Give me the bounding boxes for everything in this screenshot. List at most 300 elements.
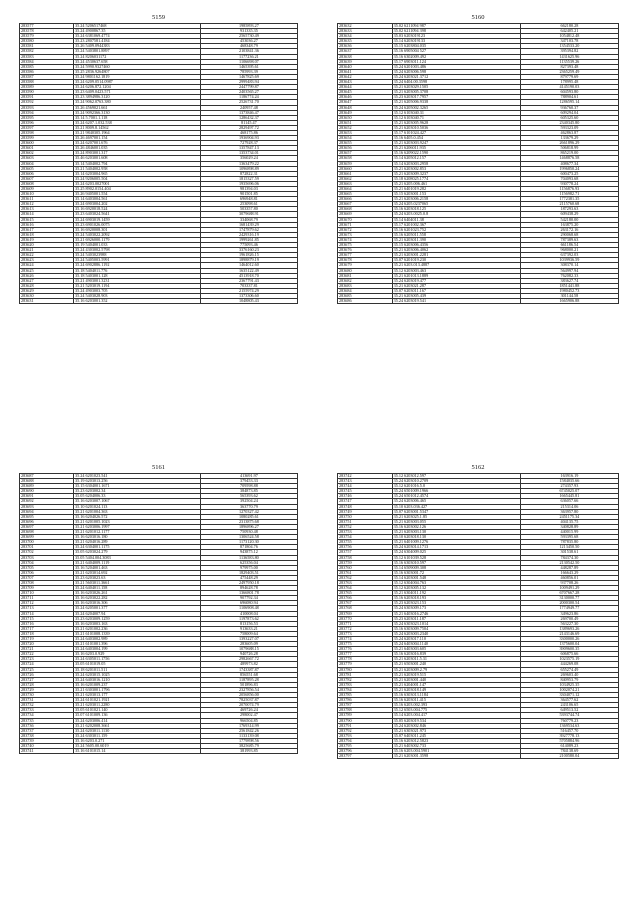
coordinate-cell: 35.21 6203011.5.31 xyxy=(392,657,520,662)
coordinate-cell: 35.23 6403024.5641 xyxy=(74,212,201,217)
value-cell: 1096898.89 xyxy=(200,166,297,171)
coordinate-cell: 35.21 6206011.935 xyxy=(392,146,520,151)
row-id-cell: 283697 xyxy=(20,524,74,529)
value-cell: 4145190.03 xyxy=(520,85,618,90)
row-id-cell: 283610 xyxy=(20,192,74,197)
row-id-cell: 283744 xyxy=(338,484,393,489)
value-cell: 2130542.50 xyxy=(520,560,618,565)
coordinate-cell: 35.24 6207.1.032.538 xyxy=(74,120,201,125)
row-id-cell: 283609 xyxy=(20,187,74,192)
row-id-cell: 283745 xyxy=(338,489,393,494)
row-id-cell: 283604 xyxy=(20,161,74,166)
coordinate-cell: 35.21 5404002.958 xyxy=(74,166,201,171)
row-id-cell: 283753 xyxy=(338,530,393,535)
row-id-cell: 283712 xyxy=(20,601,74,606)
value-cell: 516457.70 xyxy=(520,728,618,733)
coordinate-cell: 35.24 4303002.5798 xyxy=(74,248,201,253)
row-id-cell: 283783 xyxy=(338,682,393,687)
value-cell: 1197873.62 xyxy=(200,616,297,621)
coordinate-cell: 35.16 6203002.126 xyxy=(392,524,520,529)
row-id-cell: 283691 xyxy=(20,494,74,499)
coordinate-cell: 35.21 6926000.1179 xyxy=(74,237,201,242)
coordinate-cell: 35.24 6203019.541 xyxy=(392,299,520,304)
coordinate-cell: 35.21 9840305.1964 xyxy=(74,130,201,135)
value-cell: 3825685.79 xyxy=(200,743,297,748)
row-id-cell: 283663 xyxy=(338,181,393,186)
coordinate-cell: 35.21 6203009.3237 xyxy=(392,171,520,176)
row-id-cell: 283676 xyxy=(338,248,393,253)
value-cell: 1156982.71 xyxy=(520,192,618,197)
coordinate-cell: 35.21 6203003.055 xyxy=(392,519,520,524)
coordinate-cell: 35.21 6204016.289 xyxy=(74,540,201,545)
value-cell: 1389693.26 xyxy=(520,626,618,631)
row-id-cell: 283683 xyxy=(338,283,393,288)
value-cell: 381993.85 xyxy=(200,749,297,754)
row-id-cell: 283791 xyxy=(338,723,393,728)
coordinate-cell: 35.24 6404.00.3598 xyxy=(392,80,520,85)
coordinate-cell: 35.16 6209022.1590 xyxy=(392,151,520,156)
page-number: 5160 xyxy=(471,14,485,21)
coordinate-cell: 35.26 5409.0944383 xyxy=(74,44,201,49)
value-cell: 2447799.87 xyxy=(200,85,297,90)
coordinate-cell: 35.23 6203017.7957 xyxy=(392,95,520,100)
coordinate-cell: 35.16 6203.0.929 xyxy=(74,652,201,657)
row-id-cell: 283579 xyxy=(20,34,74,39)
coordinate-cell: 35.24 6403004.1140 xyxy=(392,642,520,647)
coordinate-cell: 35.24 6203014.1713 xyxy=(392,545,520,550)
value-cell: 1023575.19 xyxy=(520,657,618,662)
coordinate-cell: 35.46 6203001.608 xyxy=(74,156,201,161)
coordinate-cell: 35.02 6211094 398 xyxy=(392,29,520,34)
value-cell: 308370.14 xyxy=(520,263,618,268)
row-id-cell: 283761 xyxy=(338,570,393,575)
coordinate-cell: 35.16 6101015.14 xyxy=(74,749,201,754)
row-id-cell: 283655 xyxy=(338,141,393,146)
row-id-cell: 283709 xyxy=(20,586,74,591)
value-cell: 2429316.19 xyxy=(200,232,297,237)
coordinate-cell: 35.15 6203001.153 xyxy=(392,192,520,197)
row-id-cell: 283629 xyxy=(20,288,74,293)
row-id-cell: 283699 xyxy=(20,535,74,540)
row-id-cell: 283720 xyxy=(20,642,74,647)
row-id-cell: 283716 xyxy=(20,621,74,626)
value-cell: 334068.79 xyxy=(200,217,297,222)
coordinate-cell: 35.14 6203003.2958 xyxy=(392,161,520,166)
row-id-cell: 283593 xyxy=(20,105,74,110)
row-id-cell: 283751 xyxy=(338,519,393,524)
row-id-cell: 283743 xyxy=(338,479,393,484)
value-cell: 3909600.35 xyxy=(520,647,618,652)
row-id-cell: 283665 xyxy=(338,192,393,197)
coordinate-cell: 35.21 6205.006.461 xyxy=(392,181,520,186)
value-cell: 349623.86 xyxy=(520,611,618,616)
coordinate-cell: 35.24 6205.0237065 xyxy=(392,202,520,207)
coordinate-cell: 35.24 6209.0514.0987 xyxy=(74,80,201,85)
row-id-cell: 283585 xyxy=(20,64,74,69)
coordinate-cell: 35.05 5404.004.3083 xyxy=(74,555,201,560)
coordinate-cell: 35.12 6203005.132 xyxy=(392,586,520,591)
value-cell: 879779.69 xyxy=(520,74,618,79)
coordinate-cell: 35.12 6101039.528 xyxy=(392,555,520,560)
coordinate-cell: 35.16 6203012.5823 xyxy=(392,738,520,743)
row-id-cell: 283608 xyxy=(20,181,74,186)
coordinate-cell: 35.24 8206031172 xyxy=(74,54,201,59)
row-id-cell: 283649 xyxy=(338,110,393,115)
value-cell: 1369534.63 xyxy=(520,723,618,728)
row-id-cell: 283657 xyxy=(338,151,393,156)
coordinate-cell: 35.24 6403016.1210 xyxy=(74,677,201,682)
row-id-cell: 283603 xyxy=(20,156,74,161)
coordinate-cell: 35.10 6201024.113 xyxy=(74,504,201,509)
value-cell: 2327856.54 xyxy=(200,687,297,692)
row-id-cell: 283619 xyxy=(20,237,74,242)
coordinate-cell: 35.24 6303009.173 xyxy=(392,606,520,611)
value-cell: 356029.24 xyxy=(200,156,297,161)
row-id-cell: 283693 xyxy=(20,504,74,509)
value-cell: 453036.27 xyxy=(200,39,297,44)
value-cell: 1464012.60 xyxy=(200,263,297,268)
row-id-cell: 283771 xyxy=(338,621,393,626)
value-cell: 7825037.87 xyxy=(200,698,297,703)
value-cell: 2115760.68 xyxy=(520,202,618,207)
row-id-cell: 283710 xyxy=(20,591,74,596)
row-id-cell: 283790 xyxy=(338,718,393,723)
value-cell: 968000.21 xyxy=(520,248,618,253)
table-row xyxy=(20,299,298,304)
value-cell: 1187895.28 xyxy=(200,677,297,682)
value-cell: 2313875.68 xyxy=(200,519,297,524)
coordinate-cell: 35.16 6920008.301 xyxy=(74,227,201,232)
value-cell: 936760.37 xyxy=(520,105,618,110)
row-id-cell: 283792 xyxy=(338,728,393,733)
row-id-cell: 283580 xyxy=(20,39,74,44)
coordinate-cell: 35.24 6203006.465 xyxy=(392,499,520,504)
row-id-cell: 283623 xyxy=(20,258,74,263)
coordinate-cell: 35.24 6203002.846 xyxy=(392,723,520,728)
value-cell: 301144.58 xyxy=(520,293,618,298)
value-cell: 943875.12 xyxy=(200,550,297,555)
coordinate-cell: 35.24 6203021.3712 xyxy=(392,74,520,79)
coordinate-cell: 35.21 6201004.363 xyxy=(74,509,201,514)
row-id-cell: 283789 xyxy=(338,713,393,718)
value-cell: 1136583.80 xyxy=(200,555,297,560)
coordinate-cell: 35.21 6203006.2158 xyxy=(392,197,520,202)
row-id-cell: 283796 xyxy=(338,749,393,754)
row-id-cell: 283618 xyxy=(20,232,74,237)
row-id-cell: 283787 xyxy=(338,703,393,708)
row-id-cell: 283612 xyxy=(20,202,74,207)
table-panel xyxy=(337,14,619,304)
value-cell: 1996850.24 xyxy=(520,166,618,171)
coordinate-cell: 35.21 6204001.147 xyxy=(392,682,520,687)
coordinate-cell: 35.16 5204001.463 xyxy=(74,565,201,570)
coordinate-cell: 35.16 6203016.839 xyxy=(392,652,520,657)
value-cell: 787835.80 xyxy=(520,540,618,545)
coordinate-cell: 35.21 6203011.390 xyxy=(392,237,520,242)
row-id-cell: 283598 xyxy=(20,130,74,135)
coordinate-cell: 35.14 6203004.965 xyxy=(74,171,201,176)
row-id-cell: 283734 xyxy=(20,713,74,718)
value-cell: 2367791.43 xyxy=(200,278,297,283)
value-cell: 269603.40 xyxy=(520,672,618,677)
value-cell: 163916.19 xyxy=(520,474,618,479)
value-cell: 1039936.59 xyxy=(520,258,618,263)
value-cell: 2143146.69 xyxy=(520,631,618,636)
row-id-cell: 283785 xyxy=(338,693,393,698)
value-cell: 2451175.34 xyxy=(520,514,618,519)
coordinate-cell: 35.23 2807581.4184 xyxy=(74,39,201,44)
row-id-cell: 283698 xyxy=(20,530,74,535)
row-id-cell: 283674 xyxy=(338,237,393,242)
value-cell: 1048805.43 xyxy=(200,299,297,304)
value-cell: 1106908.48 xyxy=(200,606,297,611)
row-id-cell: 283614 xyxy=(20,212,74,217)
coordinate-cell: 35.14 6404011.38 xyxy=(392,217,520,222)
value-cell: 703337.81 xyxy=(200,283,297,288)
row-id-cell: 283723 xyxy=(20,657,74,662)
row-id-cell: 283724 xyxy=(20,662,74,667)
row-id-cell: 283694 xyxy=(20,509,74,514)
value-cell: 1584035.66 xyxy=(520,479,618,484)
coordinate-cell: 35.21 8009.8.14562 xyxy=(74,125,201,130)
value-cell: 2565730.49 xyxy=(200,34,297,39)
row-id-cell: 283732 xyxy=(20,703,74,708)
row-id-cell: 283681 xyxy=(338,273,393,278)
row-id-cell: 283702 xyxy=(20,550,74,555)
row-id-cell: 283605 xyxy=(20,166,74,171)
coordinate-cell: 35.14 6203.004.417 xyxy=(392,713,520,718)
row-id-cell: 283597 xyxy=(20,125,74,130)
coordinate-cell: 35.24 6203017.110 xyxy=(392,637,520,642)
coordinate-cell: 35.24 6903004.202 xyxy=(74,202,201,207)
value-cell: 1896896.27 xyxy=(200,524,297,529)
row-id-cell: 283707 xyxy=(20,575,74,580)
value-cell: 269700.49 xyxy=(520,616,618,621)
row-id-cell: 283581 xyxy=(20,44,74,49)
value-cell: 1002074.21 xyxy=(520,687,618,692)
value-cell: 3079688.91 xyxy=(200,212,297,217)
coordinate-cell: 35.21 4903001.3231 xyxy=(74,278,201,283)
value-cell: 563227.30 xyxy=(520,621,618,626)
coordinate-cell: 35.14 5.7001.1.118 xyxy=(74,115,201,120)
row-id-cell: 283781 xyxy=(338,672,393,677)
coordinate-cell: 35.24 6305011.1756 xyxy=(74,657,201,662)
row-id-cell: 283754 xyxy=(338,535,393,540)
coordinate-cell: 35.24 5403801.8897 xyxy=(74,49,201,54)
row-id-cell: 283654 xyxy=(338,136,393,141)
value-cell: 784138.69 xyxy=(520,749,618,754)
value-cell: 2056856.00 xyxy=(200,693,297,698)
value-cell: 979975.00 xyxy=(200,565,297,570)
coordinate-cell: 35.24 6201023.541 xyxy=(74,474,201,479)
row-id-cell: 283682 xyxy=(338,278,393,283)
coordinate-cell: 35.24 6205001.377 xyxy=(74,606,201,611)
coordinate-cell: 35.24 9801162.1819 xyxy=(74,74,201,79)
value-cell: 930778.24 xyxy=(520,181,618,186)
value-cell: 2070074.79 xyxy=(200,703,297,708)
value-cell: 1743387.87 xyxy=(200,667,297,672)
value-cell: 1769314.99 xyxy=(200,723,297,728)
coordinate-cell: 35.23 6203023.63 xyxy=(74,575,201,580)
coordinate-cell: 35.26 4569021.661 xyxy=(74,105,201,110)
row-id-cell: 283776 xyxy=(338,647,393,652)
coordinate-cell: 35.24 6403004.199 xyxy=(74,647,201,652)
coordinate-cell: 35.24 5403023988 xyxy=(74,253,201,258)
row-id-cell: 283741 xyxy=(20,749,74,754)
value-cell: 1054812.48 xyxy=(520,34,618,39)
value-cell: 298002.47 xyxy=(200,713,297,718)
value-cell: 6745025.07 xyxy=(520,489,618,494)
coordinate-cell: 35.24 5403022.2092 xyxy=(74,232,201,237)
value-cell: 901501.85 xyxy=(200,192,297,197)
table-row xyxy=(338,299,619,304)
row-id-cell: 283625 xyxy=(20,268,74,273)
coordinate-cell: 35.05 6203019.534 xyxy=(392,718,520,723)
coordinate-cell: 35.21 6203002.853 xyxy=(392,166,520,171)
value-cell: 187293.63 xyxy=(520,207,618,212)
coordinate-cell: 35.16 6205011.558 xyxy=(392,232,520,237)
row-id-cell: 283587 xyxy=(20,74,74,79)
row-id-cell: 283692 xyxy=(20,499,74,504)
row-id-cell: 283586 xyxy=(20,69,74,74)
row-id-cell: 283626 xyxy=(20,273,74,278)
coordinate-cell: 35.07 6203011.167 xyxy=(392,288,520,293)
coordinate-cell: 35.21 6304011.192 xyxy=(392,591,520,596)
coordinate-cell: 35.21 6203010.5036 xyxy=(392,125,520,130)
value-cell: 384873.85 xyxy=(200,489,297,494)
coordinate-cell: 35.24 6403002.989 xyxy=(74,637,201,642)
value-cell: 503357.80 xyxy=(200,207,297,212)
row-id-cell: 283600 xyxy=(20,141,74,146)
coordinate-cell: 35.15 6304001.1671 xyxy=(74,484,201,489)
value-cell: 460856.01 xyxy=(520,575,618,580)
value-cell: 410008.04 xyxy=(200,611,297,616)
coordinate-cell: 35.24 6203019.477 xyxy=(392,278,520,283)
coordinate-cell: 35.10 6203018.130 xyxy=(392,535,520,540)
value-cell: 784374.30 xyxy=(520,555,618,560)
coordinate-cell: 35.12 6201016.5.0 xyxy=(392,484,520,489)
coordinate-cell: 35.07 6403011.245 xyxy=(392,733,520,738)
row-id-cell: 283590 xyxy=(20,90,74,95)
value-cell: 1366801.78 xyxy=(200,591,297,596)
value-cell: 3304071.12 xyxy=(520,693,618,698)
row-id-cell: 283756 xyxy=(338,545,393,550)
coordinate-cell: 35.24 6203.0025.0.8 xyxy=(392,212,520,217)
row-id-cell: 283737 xyxy=(20,728,74,733)
coordinate-cell: 35.16 6203.0.271 xyxy=(74,738,201,743)
coordinate-cell: 35.16 6203011.415 xyxy=(392,698,520,703)
row-id-cell: 283680 xyxy=(338,268,393,273)
row-id-cell: 283617 xyxy=(20,227,74,232)
coordinate-cell: 35.02 6211094 987 xyxy=(392,24,520,29)
coordinate-cell: 35.12 6203012.597 xyxy=(392,474,520,479)
coordinate-cell: 35.23 6203009.1259 xyxy=(74,616,201,621)
coordinate-cell: 35.25 8902.0154.404 xyxy=(74,187,201,192)
value-cell: 243106.65 xyxy=(520,703,618,708)
coordinate-cell: 35.21 6203013.177 xyxy=(74,693,201,698)
value-cell: 788904.61 xyxy=(520,95,618,100)
row-id-cell: 283583 xyxy=(20,54,74,59)
row-id-cell: 283613 xyxy=(20,207,74,212)
row-id-cell: 283755 xyxy=(338,540,393,545)
value-cell: 1357847.13 xyxy=(200,146,297,151)
coordinate-cell: 35.21 6201005.1023 xyxy=(74,519,201,524)
value-cell: 758009.64 xyxy=(200,631,297,636)
coordinate-cell: 35.24 5605.00.6019 xyxy=(74,743,201,748)
coordinate-cell: 35.21 6203009.2.79 xyxy=(392,667,520,672)
row-id-cell: 283727 xyxy=(20,677,74,682)
value-cell: 2403565.27 xyxy=(200,90,297,95)
row-id-cell: 283688 xyxy=(20,479,74,484)
value-cell: 444269.08 xyxy=(520,662,618,667)
table-row xyxy=(20,749,298,754)
coordinate-cell: 35.16 6303001.72 xyxy=(392,570,520,575)
coordinate-cell: 35.21 6203021.287 xyxy=(392,283,520,288)
value-cell: 760779.23 xyxy=(520,718,618,723)
row-id-cell: 283672 xyxy=(338,227,393,232)
value-cell: 363770.79 xyxy=(200,504,297,509)
value-cell: 907792.34 xyxy=(200,596,297,601)
coordinate-cell: 35.24 9092366.3130 xyxy=(74,110,201,115)
coordinate-cell: 35.03 6203019123 xyxy=(392,34,520,39)
coordinate-cell: 35.17 6101024.427 xyxy=(392,130,520,135)
row-id-cell: 283747 xyxy=(338,499,393,504)
coordinate-cell: 35.15 6203006.4356 xyxy=(392,243,520,248)
coordinate-cell: 35.16 6203018.193 xyxy=(392,596,520,601)
row-id-cell: 283650 xyxy=(338,115,393,120)
coordinate-cell: 35.24 6903019.1459 xyxy=(74,217,201,222)
coordinate-cell: 35.26 9405001.554 xyxy=(74,192,201,197)
coordinate-cell: 35.05 6101019.05 xyxy=(74,662,201,667)
row-id-cell: 283666 xyxy=(338,197,393,202)
row-id-cell: 283746 xyxy=(338,494,393,499)
coordinate-cell: 35.16 6201023.752 xyxy=(392,227,520,232)
value-cell: 727928.37 xyxy=(200,141,297,146)
row-id-cell: 283589 xyxy=(20,85,74,90)
value-cell: 133679.29 xyxy=(520,136,618,141)
value-cell: 762082.33 xyxy=(520,273,618,278)
value-cell: 1353734.01 xyxy=(200,151,297,156)
value-cell: 301538.61 xyxy=(520,550,618,555)
row-id-cell: 283640 xyxy=(338,64,393,69)
coordinate-cell: 35.05 6203024.279 xyxy=(74,550,201,555)
value-cell: 840953.79 xyxy=(520,677,618,682)
row-id-cell: 283793 xyxy=(338,733,393,738)
row-id-cell: 283651 xyxy=(338,120,393,125)
value-cell: 283605.09 xyxy=(200,642,297,647)
row-id-cell: 283636 xyxy=(338,44,393,49)
row-id-cell: 283757 xyxy=(338,550,393,555)
value-cell: 163875.20 xyxy=(520,222,618,227)
row-id-cell: 283595 xyxy=(20,115,74,120)
value-cell: 1851441.88 xyxy=(520,283,618,288)
row-id-cell: 283797 xyxy=(338,754,393,759)
coordinate-cell: 35.16 6203026.261 xyxy=(74,591,201,596)
value-cell: 3130000.77 xyxy=(520,596,618,601)
row-id-cell: 283624 xyxy=(20,263,74,268)
value-cell: 1635122.49 xyxy=(200,268,297,273)
coordinate-cell: 35.21 6203011.2280 xyxy=(74,703,201,708)
value-cell: 1213450.50 xyxy=(520,545,618,550)
value-cell: 215314.06 xyxy=(520,504,618,509)
coordinate-cell: 35.24 6381069.4774 xyxy=(74,34,201,39)
row-id-cell: 283588 xyxy=(20,80,74,85)
coordinate-cell: 35.16 6203016.180 xyxy=(74,535,201,540)
value-cell: 1354533.20 xyxy=(520,44,618,49)
row-id-cell: 283782 xyxy=(338,677,393,682)
row-id-cell: 283678 xyxy=(338,258,393,263)
coordinate-cell: 35.21 6203001.2281 xyxy=(392,253,520,258)
